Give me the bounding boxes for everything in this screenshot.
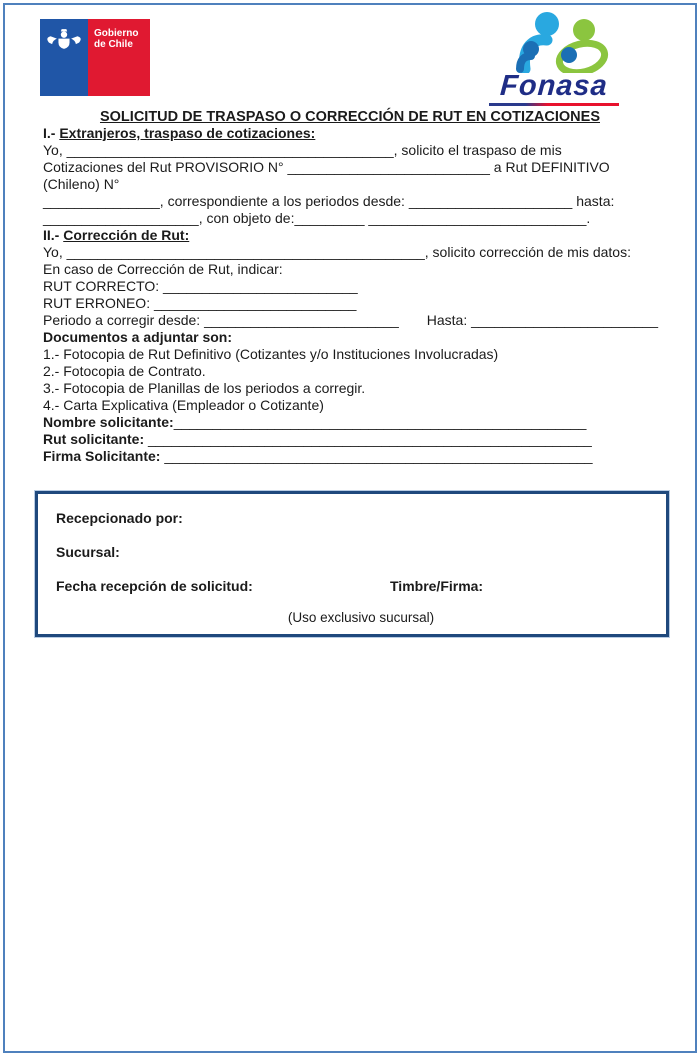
section-1-heading: [43, 125, 661, 142]
section-2-heading: [43, 227, 661, 244]
gov-logo-text-line1: Gobierno: [94, 28, 139, 39]
page-title: SOLICITUD DE TRASPASO O CORRECCIÓN DE RUT EN COTIZACIONES: [99, 109, 600, 125]
uso-exclusivo-note: (Uso exclusivo sucursal): [287, 610, 435, 625]
document-item-3: 3.- Fotocopia de Planillas de los periodos a corregir.: [43, 380, 366, 396]
fecha-recepcion-label: Fecha recepción de solicitud:: [56, 578, 253, 594]
gobierno-de-chile-logo: [40, 19, 150, 96]
periodo-corregir-row: [43, 312, 661, 329]
nombre-solicitante-blank-line: _____________________________________________________: [173, 414, 587, 430]
section-2-heading-text: Corrección de Rut:: [63, 227, 190, 243]
section-1-line-1: Yo, __________________________________________, solicito el traspaso de mis: [43, 142, 562, 158]
fonasa-logo: [485, 11, 623, 106]
document-item-2: 2.- Fotocopia de Contrato.: [43, 363, 206, 379]
section-2-number: II.-: [43, 227, 64, 243]
nombre-solicitante-label: Nombre solicitante:: [43, 414, 174, 430]
firma-solicitante-blank-line: _______________________________________________________: [164, 448, 593, 464]
fonasa-wordmark: Fonasa: [499, 70, 609, 102]
periodo-blank-line-2: ____________: [305, 312, 399, 328]
fonasa-underline-bar: [489, 103, 619, 106]
section-2-line-2: En caso de Corrección de Rut, indicar:: [43, 261, 283, 277]
form-body: [5, 125, 695, 465]
coat-of-arms-icon: [45, 29, 83, 53]
periodo-blank-line-1: _____________: [204, 312, 306, 328]
gov-logo-blue-square: [40, 19, 88, 96]
periodo-label: Periodo a corregir desde:: [43, 312, 205, 328]
gov-logo-text-line2: de Chile: [94, 39, 133, 51]
rut-solicitante-row: [43, 431, 661, 448]
section-1-line-2: Cotizaciones del Rut PROVISORIO N° __________________________ a Rut DEFINITIVO (Chileno) N°: [43, 159, 610, 192]
documents-heading: Documentos a adjuntar son:: [43, 329, 233, 345]
timbre-firma-label: Timbre/Firma:: [390, 578, 484, 594]
rut-correcto-row: [43, 278, 661, 295]
firma-solicitante-label: Firma Solicitante:: [43, 448, 165, 464]
fecha-timbre-row: [56, 578, 666, 595]
section-2-line-1: Yo, ______________________________________________, solicito corrección de mis datos:: [43, 244, 631, 260]
document-item-4: 4.- Carta Explicativa (Empleador o Cotizante): [43, 397, 324, 413]
rut-erroneo-blank-line: __________________________: [153, 295, 357, 311]
recepcionado-por-label: Recepcionado por:: [56, 510, 183, 526]
rut-erroneo-row: [43, 295, 661, 312]
rut-solicitante-blank-line: _________________________________________________________: [148, 431, 592, 447]
document-page: [3, 3, 697, 1053]
sucursal-label: Sucursal:: [56, 544, 120, 560]
document-header: [5, 5, 695, 105]
document-item-1: 1.- Fotocopia de Rut Definitivo (Cotizantes y/o Instituciones Involucradas): [43, 346, 499, 362]
hasta-blank-line: ________________________: [471, 312, 658, 328]
section-1-heading-text: Extranjeros, traspaso de cotizaciones:: [59, 125, 316, 141]
fonasa-figures-icon: [489, 11, 619, 73]
rut-correcto-blank-line: _________________________: [163, 278, 358, 294]
section-1-number: I.-: [43, 125, 60, 141]
firma-solicitante-row: [43, 448, 661, 465]
section-1-line-3: _______________, correspondiente a los periodos desde: _____________________ hasta:: [43, 193, 615, 209]
nombre-solicitante-row: [43, 414, 661, 431]
rut-correcto-label: RUT CORRECTO:: [43, 278, 164, 294]
section-1-line-4: ____________________, con objeto de:_________ ____________________________.: [43, 210, 591, 226]
reception-box: [35, 491, 669, 637]
rut-solicitante-label: Rut solicitante:: [43, 431, 149, 447]
gov-logo-text: [88, 19, 150, 96]
hasta-label: Hasta:: [426, 312, 472, 328]
rut-erroneo-label: RUT ERRONEO:: [43, 295, 154, 311]
